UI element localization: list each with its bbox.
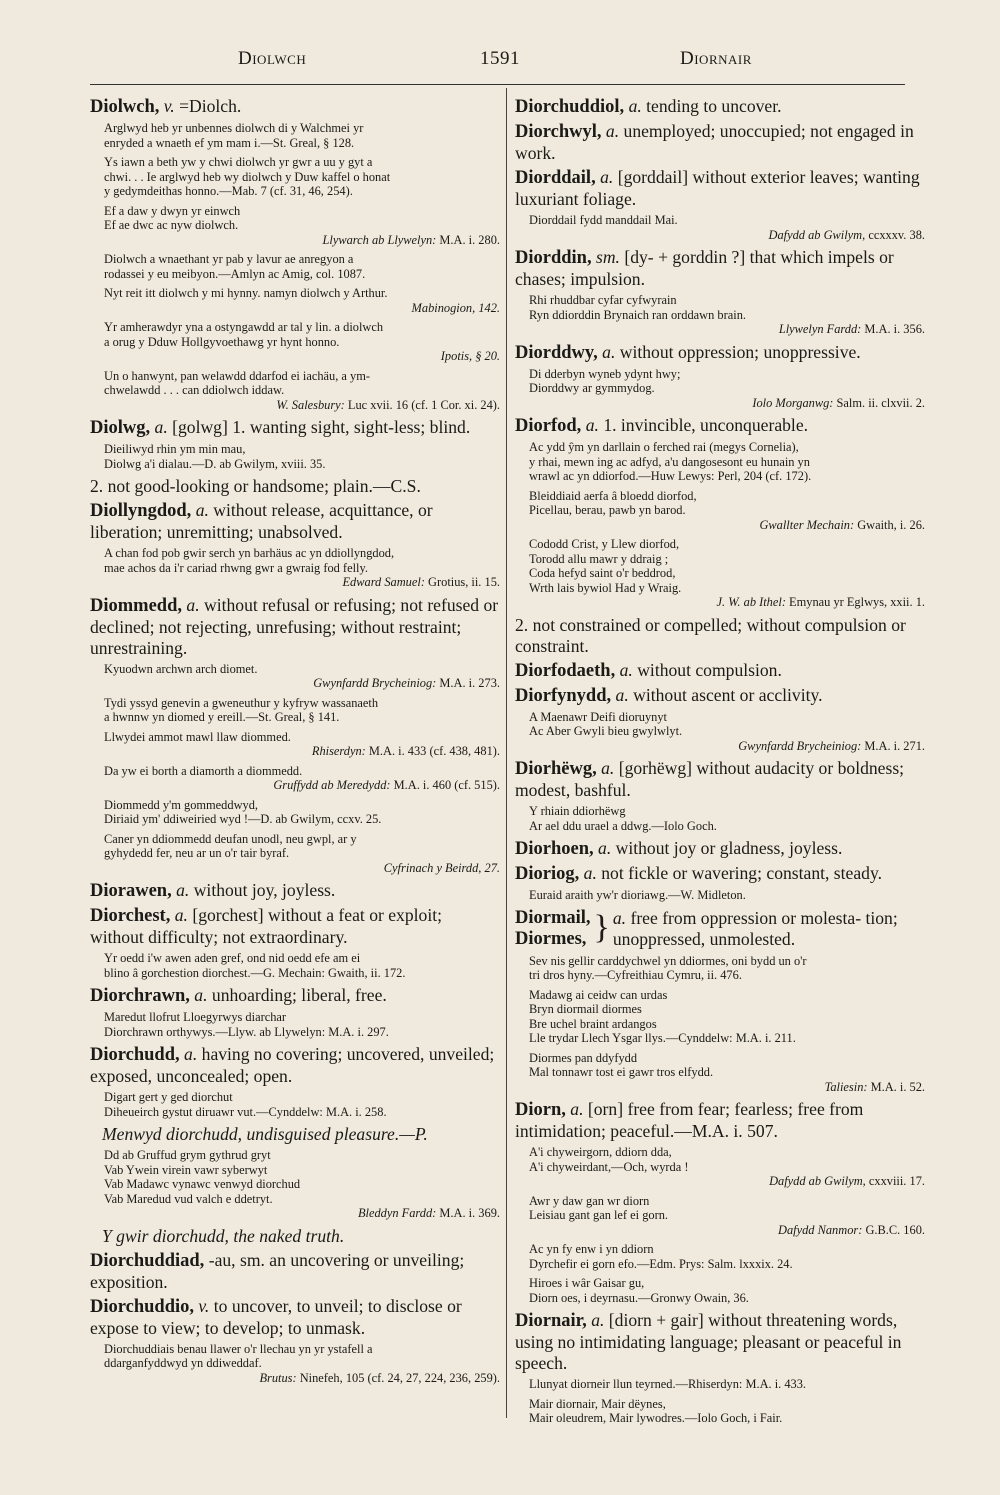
running-head xyxy=(90,48,910,76)
citation-reference: M.A. i. 356. xyxy=(861,322,925,336)
headword: Diorfodaeth, xyxy=(515,660,616,681)
citation-quote xyxy=(104,546,500,590)
column-divider xyxy=(506,88,507,1418)
entry-definition xyxy=(515,342,925,364)
definition-text: not fickle or wavering; constant, steady. xyxy=(601,863,883,883)
definition-text: unhoarding; liberal, free. xyxy=(211,985,387,1005)
citation-quote xyxy=(529,1242,925,1271)
definition-text: without joy or gladness, joyless. xyxy=(615,838,843,858)
part-of-speech: a. xyxy=(583,863,597,883)
running-head-first-word: Diolwch xyxy=(238,48,307,69)
citation-line: Ryn ddiorddin Brynaich ran orddawn brain. xyxy=(529,307,746,322)
citation-line: Ef a daw y dwyn yr einwch xyxy=(104,203,241,218)
citation-quote xyxy=(104,1342,500,1386)
headword: Diorddwy, xyxy=(515,342,598,363)
part-of-speech: a. xyxy=(174,905,188,925)
citation-line: Hiroes i wâr Gaisar gu, xyxy=(529,1276,645,1290)
citation-line: Diorchuddiais benau llawer o'r llechau yn yr ystafell a xyxy=(104,1341,373,1356)
part-of-speech: a. xyxy=(591,1310,605,1330)
citation-line: Digart gert y ged diorchut xyxy=(104,1090,233,1104)
citation-line: Diorddail fydd manddail Mai. xyxy=(529,213,678,227)
citation-source: Gwynfardd Brycheiniog: M.A. i. 273. xyxy=(313,676,500,690)
citation-line: wrawl ac yn ddiorfod.—Huw Lewys: Perl, 204 (cf. 172). xyxy=(529,469,812,483)
citation-reference: Ninefeh, 105 (cf. 24, 27, 224, 236, 259). xyxy=(296,1370,500,1385)
citation-line: Mal tonnawr tost ei gawr tros elfydd. xyxy=(529,1065,714,1079)
part-of-speech: a. xyxy=(598,838,612,858)
citation-source: Bleddyn Fardd: M.A. i. 369. xyxy=(357,1206,500,1220)
citation-quote xyxy=(529,804,925,833)
headword: Diorn, xyxy=(515,1100,566,1120)
citation-line: Dd ab Gruffud grym gythrud gryt xyxy=(104,1148,271,1162)
citation-line: Mair diornair, Mair dëynes, xyxy=(529,1396,666,1411)
citation-source: Gwynfardd Brycheiniog: M.A. i. 271. xyxy=(738,738,925,753)
citation-source: Rhiserdyn: M.A. i. 433 (cf. 438, 481). xyxy=(311,744,500,758)
citation-line: tri dros hyny.—Cyfreithiau Cymru, ii. 476. xyxy=(529,968,742,982)
headword: Diorhëwg, xyxy=(515,759,597,779)
citation-source: Mabinogion, 142. xyxy=(411,300,500,315)
headword: Diorhoen, xyxy=(515,839,594,859)
headword: Diorchuddiad, xyxy=(90,1250,205,1271)
entry-definition xyxy=(90,985,500,1007)
headword: Diorchwyl, xyxy=(515,122,602,142)
citation-source: Iolo Morganwg: Salm. ii. clxvii. 2. xyxy=(752,395,925,410)
citation-line: A'i chyweirdant,—Och, wyrda ! xyxy=(529,1159,689,1174)
citation-line: Caner yn ddiommedd deufan unodl, neu gwpl, ar y xyxy=(104,831,357,846)
definition-text: 2. not constrained or compelled; without compulsion or constraint. xyxy=(515,614,906,656)
citation-source: Dafydd ab Gwilym, ccxxxv. 38. xyxy=(768,227,925,242)
citation-quote xyxy=(529,1051,925,1095)
part-of-speech: a. xyxy=(154,417,168,437)
citation-line: chwelawdd . . . can ddiolwch iddaw. xyxy=(104,383,285,397)
headword: Diorfynydd, xyxy=(515,685,612,706)
citation-quote xyxy=(529,888,925,903)
citation-quote xyxy=(529,440,925,484)
citation-source: Ipotis, § 20. xyxy=(440,349,500,363)
citation-quote xyxy=(104,798,500,827)
citation-line: Lle trydar Llech Ysgar llys.—Cynddelw: M.A. i. 211. xyxy=(529,1031,796,1045)
headword: Diorddail, xyxy=(515,168,596,188)
citation-source: Brutus: Ninefeh, 105 (cf. 24, 27, 224, 236, 259). xyxy=(259,1370,500,1385)
citation-line: Sev nis gellir carddychwel yn ddiormes, oni bydd un o'r xyxy=(529,953,807,968)
entry-definition xyxy=(90,476,500,497)
citation-source: Gwallter Mechain: Gwaith, i. 26. xyxy=(759,517,925,532)
citation-line: blino â gorchestion diorchest.—G. Mechain: Gwaith, ii. 172. xyxy=(104,965,406,980)
citation-source: Dafydd ab Gwilym, cxxviii. 17. xyxy=(769,1174,925,1188)
right-column xyxy=(515,96,925,1431)
citation-line: Diheueirch gystut diruawr vut.—Cynddelw: M.A. i. 258. xyxy=(104,1104,387,1119)
citation-reference: ccxxxv. 38. xyxy=(865,227,925,242)
citation-line: Ac Aber Gwyli bieu gwylwlyt. xyxy=(529,724,683,738)
citation-reference: cxxviii. 17. xyxy=(865,1174,925,1188)
citation-reference: Salm. ii. clxvii. 2. xyxy=(833,395,925,410)
part-of-speech: a. xyxy=(605,121,620,141)
citation-line: Llwydei ammot mawl llaw diommed. xyxy=(104,729,291,744)
citation-quote xyxy=(529,1194,925,1238)
citation-line: Llunyat diorneir llun teyrned.—Rhiserdyn: M.A. i. 433. xyxy=(529,1377,807,1391)
part-of-speech: a. xyxy=(612,907,627,928)
entry-definition xyxy=(515,415,925,437)
brace-symbol: } xyxy=(593,908,610,946)
part-of-speech: a. xyxy=(602,341,616,362)
entry-definition xyxy=(515,96,925,118)
headword-pair xyxy=(515,908,591,950)
definition-text: [golwg] 1. wanting sight, sight-less; blind. xyxy=(172,417,471,437)
phrase-example: Y gwir diorchudd, the naked truth. xyxy=(102,1225,345,1246)
citation-reference: G.B.C. 160. xyxy=(862,1222,925,1237)
left-column xyxy=(90,96,500,1390)
citation-line: Yr amherawdyr yna a ostyngawdd ar tal y lin. a diolwch xyxy=(104,320,384,334)
citation-line: Diriaid ym' ddiweiried wyd !—D. ab Gwilym, ccxv. 25. xyxy=(104,812,382,826)
entry-definition xyxy=(90,905,500,948)
definition-text: without release, acquittance, or liberation; unremitting; unabsolved. xyxy=(90,500,433,542)
citation-line: Diorddwy ar gymmydog. xyxy=(529,381,655,395)
citation-line: Diommedd y'm gommeddwyd, xyxy=(104,797,259,812)
citation-quote xyxy=(104,951,500,980)
definition-text: [orn] free from fear; fearless; free from intimidation; peaceful.—M.A. i. 507. xyxy=(515,1099,864,1141)
citation-line: A Maenawr Deifi dioruynyt xyxy=(529,709,667,724)
citation-line: rodassei y eu meibyon.—Amlyn ac Amig, col. 1087. xyxy=(104,266,366,281)
citation-line: Kyuodwn archwn arch diomet. xyxy=(104,661,258,676)
citation-line: Vab Madawc vynawc venwyd diorchud xyxy=(104,1177,301,1191)
part-of-speech: a. xyxy=(585,415,599,435)
citation-reference: Emynau yr Eglwys, xxii. 1. xyxy=(785,595,925,609)
citation-quote xyxy=(104,121,500,150)
definition-text: 1. invincible, unconquerable. xyxy=(603,415,809,435)
citation-quote xyxy=(104,730,500,759)
part-of-speech: a. xyxy=(194,985,208,1005)
page-number: 1591 xyxy=(480,48,520,69)
part-of-speech: v. xyxy=(198,1295,210,1316)
entry-definition xyxy=(515,1099,925,1142)
citation-line: Y rhiain ddiorhëwg xyxy=(529,804,626,818)
headword: Dioriog, xyxy=(515,864,580,884)
citation-line: gyhydedd fer, neu ar un o'r tair byraf. xyxy=(104,846,290,860)
citation-line: Vab Ywein virein vawr syberwyt xyxy=(104,1162,268,1177)
entry-definition xyxy=(515,167,925,210)
definition-text: [gorhëwg] without audacity or boldness; modest, bashful. xyxy=(515,758,905,800)
headword: Diorchuddiol, xyxy=(515,97,625,117)
citation-line: Yr oedd i'w awen aden gref, ond nid oedd efe am ei xyxy=(104,951,361,965)
citation-quote xyxy=(104,204,500,248)
citation-line: Torodd allu mawr y ddraig ; xyxy=(529,551,669,566)
entry-definition xyxy=(90,595,500,659)
citation-quote xyxy=(104,764,500,793)
headword: Diommedd, xyxy=(90,595,182,616)
citation-line: Da yw ei borth a diamorth a diommedd. xyxy=(104,763,303,778)
entry-definition xyxy=(515,1310,925,1374)
definition-text: =Diolch. xyxy=(179,96,242,116)
definition-text: without oppression; unoppressive. xyxy=(619,341,861,362)
citation-quote xyxy=(104,286,500,315)
citation-reference: Luc xvii. 16 (cf. 1 Cor. xi. 24). xyxy=(344,397,500,412)
citation-line: Leisiau gant gan lef ei gorn. xyxy=(529,1208,669,1222)
citation-reference: M.A. i. 52. xyxy=(867,1079,925,1094)
entry-definition xyxy=(515,758,925,801)
citation-source: Llywarch ab Llywelyn: M.A. i. 280. xyxy=(322,232,500,247)
headword: Diorchest, xyxy=(90,906,171,926)
entry-definition xyxy=(515,615,925,657)
citation-line: A chan fod pob gwir serch yn barhäus ac yn ddiollyngdod, xyxy=(104,546,395,560)
citation-line: Diolwch a wnaethant yr pab y lavur ae anregyon a xyxy=(104,252,354,266)
definition-text: [dy- + gorddin ?] that which impels or chases; impulsion. xyxy=(515,247,894,289)
citation-quote xyxy=(104,832,500,876)
citation-quote xyxy=(529,988,925,1046)
citation-quote xyxy=(104,252,500,281)
definition-text: a. free from oppression or molesta- tion; unoppressed, unmolested. xyxy=(612,907,898,949)
citation-quote xyxy=(529,1276,925,1305)
citation-line: Wrth lais bywiol Had y Wraig. xyxy=(529,580,682,595)
entry-definition xyxy=(90,96,500,118)
citation-quote xyxy=(104,1148,500,1221)
citation-quote xyxy=(104,320,500,364)
citation-line: Rhi rhuddbar cyfar cyfwyrain xyxy=(529,293,677,307)
entry-definition xyxy=(90,880,500,902)
citation-quote xyxy=(104,155,500,199)
citation-line: Awr y daw gan wr diorn xyxy=(529,1193,650,1208)
citation-line: Ac yn fy enw i yn ddiorn xyxy=(529,1242,654,1256)
citation-line: y rhai, mewn ing ac adfyd, a'u dangosesont eu hunain yn xyxy=(529,454,810,469)
citation-reference: M.A. i. 369. xyxy=(436,1206,500,1220)
citation-line: ddarganfyddwyd yn ddiweddaf. xyxy=(104,1356,262,1370)
citation-reference: M.A. i. 273. xyxy=(436,676,500,690)
running-head-last-word: Diornair xyxy=(680,48,752,69)
definition-text: [gorchest] without a feat or exploit; without difficulty; not extraordinary. xyxy=(90,905,442,947)
definition-text: [diorn + gair] without threatening words, using no intimidating language; pleasant or peaceful in speech. xyxy=(515,1310,902,1373)
headword: Diorawen, xyxy=(90,881,172,901)
part-of-speech: a. xyxy=(570,1099,584,1119)
headword: Diornair, xyxy=(515,1311,587,1331)
headword: Diormail, xyxy=(515,907,591,928)
part-of-speech: sm. xyxy=(596,247,620,267)
definition-text: [gorddail] without exterior leaves; wanting luxuriant foliage. xyxy=(515,167,920,209)
citation-quote xyxy=(529,537,925,610)
definition-text: without compulsion. xyxy=(637,659,782,680)
bracketed-entry xyxy=(515,908,925,950)
citation-quote xyxy=(104,1090,500,1119)
citation-quote xyxy=(529,293,925,337)
part-of-speech: a. xyxy=(186,594,200,615)
citation-line: Dieiliwyd rhin ym min mau, xyxy=(104,442,246,456)
citation-line: Bryn diormail diormes xyxy=(529,1002,642,1016)
headword: Diorfod, xyxy=(515,416,582,436)
citation-quote xyxy=(104,369,500,413)
citation-line: Euraid araith yw'r dioriawg.—W. Midleton. xyxy=(529,888,746,902)
citation-line: Nyt reit itt diolwch y mi hynny. namyn diolwch y Arthur. xyxy=(104,286,388,300)
citation-line: Diolwg a'i dialau.—D. ab Gwilym, xviii. 35. xyxy=(104,456,326,471)
citation-line: Tydi yssyd genevin a gweneuthur y kyfryw wassanaeth xyxy=(104,695,379,710)
definition-text: unemployed; unoccupied; not engaged in work. xyxy=(515,121,914,163)
definition-text: without ascent or acclivity. xyxy=(633,684,823,705)
part-of-speech: a. xyxy=(628,96,642,116)
entry-definition xyxy=(515,863,925,885)
citation-line: Madawg ai ceidw can urdas xyxy=(529,987,668,1002)
citation-line: Diorchrawn orthywys.—Llyw. ab Llywelyn: M.A. i. 297. xyxy=(104,1024,389,1039)
definition-text: without joy, joyless. xyxy=(193,880,336,900)
citation-line: Mair oleudrem, Mair lywodres.—Iolo Goch, i Fair. xyxy=(529,1411,783,1425)
citation-quote xyxy=(104,696,500,725)
citation-reference: M.A. i. 460 (cf. 515). xyxy=(390,778,500,792)
citation-source: Dafydd Nanmor: G.B.C. 160. xyxy=(778,1222,925,1237)
headword: Diorchuddio, xyxy=(90,1296,195,1317)
citation-line: a orug y Dduw Hollgyvoethawg yr hynt honno. xyxy=(104,334,340,349)
part-of-speech: a. xyxy=(184,1044,198,1064)
citation-line: Ef ae dwc ac nyw diolwch. xyxy=(104,218,239,232)
citation-line: chwi. . . Ie arglwyd heb wy diolwch y Duw kaffel o honat xyxy=(104,169,391,184)
citation-line: enryded a wnaeth ef ym mam i.—St. Greal, § 128. xyxy=(104,135,355,150)
citation-line: Diorn oes, i deyrnasu.—Gronwy Owain, 36. xyxy=(529,1290,749,1305)
headword: Diolwch, xyxy=(90,97,160,117)
citation-source: J. W. ab Ithel: Emynau yr Eglwys, xxii. 1. xyxy=(716,595,925,609)
citation-line: Cododd Crist, y Llew diorfod, xyxy=(529,537,680,551)
citation-quote xyxy=(529,367,925,411)
citation-line: a hwnnw yn diomed y ereill.—St. Greal, § 141. xyxy=(104,710,340,724)
entry-definition xyxy=(515,660,925,682)
citation-line: mae achos da i'r cariad rhwng gwr a gwraig fod felly. xyxy=(104,560,368,575)
citation-source: Taliesin: M.A. i. 52. xyxy=(824,1079,925,1094)
entry-definition xyxy=(90,1044,500,1087)
entry-definition xyxy=(90,1296,500,1339)
citation-line: Ac ydd ŷm yn darllain o ferched rai (megys Cornelia), xyxy=(529,440,799,454)
citation-line: Vab Maredud vud valch e ddetryt. xyxy=(104,1191,273,1206)
citation-source: Edward Samuel: Grotius, ii. 15. xyxy=(342,575,500,589)
part-of-speech: a. xyxy=(176,880,190,900)
headword: Diolwg, xyxy=(90,418,151,438)
citation-line: Arglwyd heb yr unbennes diolwch di y Walchmei yr xyxy=(104,121,364,135)
citation-reference: Grotius, ii. 15. xyxy=(424,575,500,589)
entry-definition xyxy=(90,500,500,543)
citation-line: Un o hanwynt, pan welawdd ddarfod ei iachäu, a ym- xyxy=(104,368,370,383)
headword: Diorchrawn, xyxy=(90,986,190,1006)
citation-line: Di dderbyn wyneb ydynt hwy; xyxy=(529,366,681,381)
citation-source: Cyfrinach y Beirdd, 27. xyxy=(383,860,500,875)
phrase-example: Menwyd diorchudd, undisguised pleasure.—P. xyxy=(102,1124,428,1144)
citation-line: Ys iawn a beth yw y chwi diolwch yr gwr a uu y gyt a xyxy=(104,155,373,169)
citation-reference: M.A. i. 433 (cf. 438, 481). xyxy=(365,744,500,758)
citation-line: Bleiddiaid aerfa â bloedd diorfod, xyxy=(529,488,697,503)
entry-definition xyxy=(515,685,925,707)
citation-source: W. Salesbury: Luc xvii. 16 (cf. 1 Cor. xi. 24). xyxy=(276,397,500,412)
citation-quote xyxy=(104,1010,500,1039)
citation-line: Picellau, berau, pawb yn barod. xyxy=(529,503,686,517)
citation-source: Llywelyn Fardd: M.A. i. 356. xyxy=(778,322,925,336)
headword: Diorchudd, xyxy=(90,1045,180,1065)
header-rule xyxy=(90,84,905,85)
citation-line: Coda hefyd saint o'r beddrod, xyxy=(529,566,676,580)
part-of-speech: a. xyxy=(601,758,615,778)
headword: Diollyngdod, xyxy=(90,501,192,521)
citation-quote xyxy=(529,954,925,983)
definition-text: without refusal or refusing; not refused or declined; not rejecting, unrefusing; without restraint; unrestraining. xyxy=(90,594,499,658)
citation-quote xyxy=(529,1397,925,1426)
citation-line: Diormes pan ddyfydd xyxy=(529,1050,638,1065)
definition-text: tending to uncover. xyxy=(646,96,782,116)
headword: Diorddin, xyxy=(515,248,592,268)
citation-quote xyxy=(104,662,500,691)
part-of-speech: v. xyxy=(163,96,175,116)
citation-line: A'i chyweirgorn, ddiorn dda, xyxy=(529,1145,672,1159)
headword: Diormes, xyxy=(515,928,587,949)
definition-text: having no covering; uncovered, unveiled; exposed, unconcealed; open. xyxy=(90,1044,495,1086)
citation-reference: Gwaith, i. 26. xyxy=(854,517,925,532)
part-of-speech: a. xyxy=(195,500,209,520)
citation-quote xyxy=(529,1377,925,1392)
citation-quote xyxy=(104,442,500,471)
citation-line: Ar ael ddu urael a ddwg.—Iolo Goch. xyxy=(529,818,717,833)
citation-quote xyxy=(529,710,925,754)
part-of-speech: a. xyxy=(619,659,633,680)
part-of-speech: a. xyxy=(600,167,614,187)
citation-line: Dyrchefir ei gorn efo.—Edm. Prys: Salm. lxxxix. 24. xyxy=(529,1256,793,1271)
definition-text: -au, sm. an uncovering or unveiling; exposition. xyxy=(90,1249,465,1292)
citation-line: Maredut llofrut Lloegyrwys diarchar xyxy=(104,1010,287,1024)
citation-quote xyxy=(529,489,925,533)
definition-text: 2. not good-looking or handsome; plain.—C.S. xyxy=(90,476,421,496)
citation-reference: M.A. i. 280. xyxy=(436,232,500,247)
entry-definition xyxy=(515,121,925,164)
citation-line: Bre uchel braint ardangos xyxy=(529,1016,657,1031)
entry-definition xyxy=(515,838,925,860)
part-of-speech: a. xyxy=(615,684,629,705)
citation-source: Gruffydd ab Meredydd: M.A. i. 460 (cf. 515). xyxy=(273,778,500,792)
entry-definition xyxy=(90,1250,500,1293)
citation-quote xyxy=(529,213,925,242)
definition-text: to uncover, to unveil; to disclose or expose to view; to develop; to unmask. xyxy=(90,1295,462,1338)
citation-line: y gedymdeithas honno.—Mab. 7 (cf. 31, 46, 254). xyxy=(104,184,353,198)
citation-reference: M.A. i. 271. xyxy=(861,738,925,753)
entry-definition xyxy=(515,247,925,290)
entry-definition xyxy=(90,417,500,439)
citation-quote xyxy=(529,1145,925,1189)
